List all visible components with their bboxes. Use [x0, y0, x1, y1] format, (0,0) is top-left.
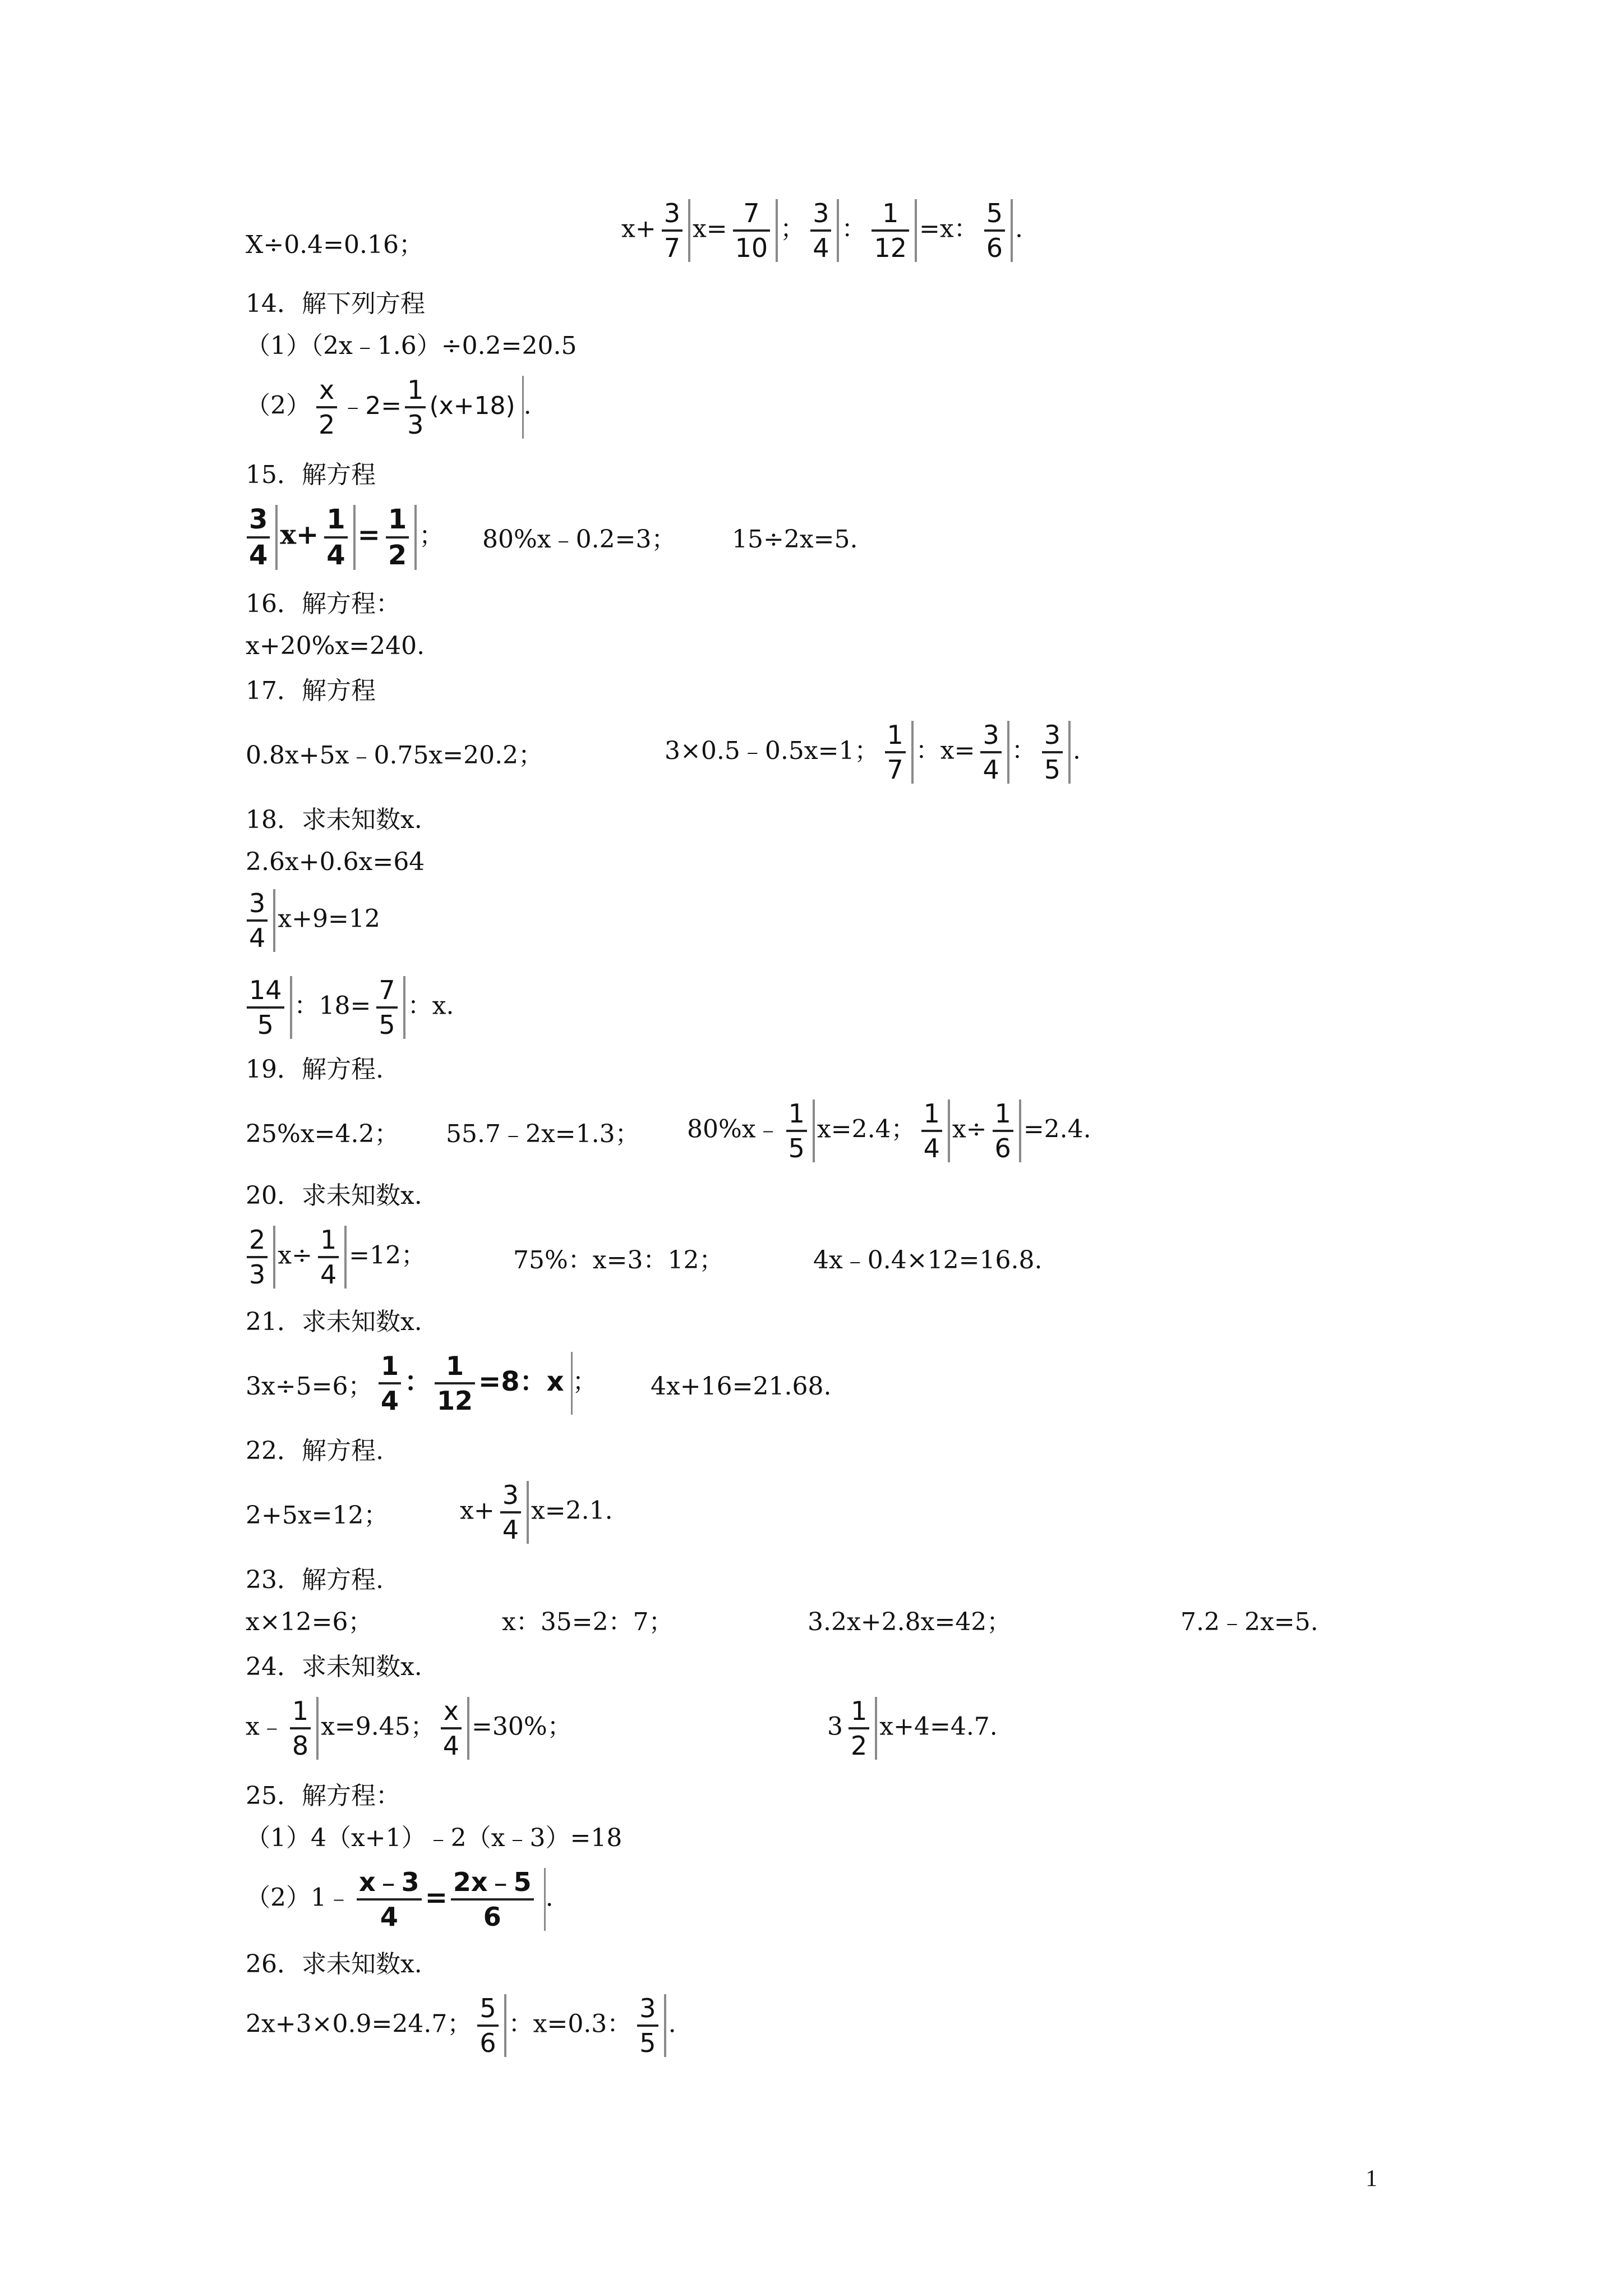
q19-title: 19．解方程. — [246, 1055, 384, 1084]
q18-eq-a: 2.6x+0.6x=64 — [246, 848, 425, 876]
q21-eq-a: 3x÷5=6； — [246, 1372, 373, 1401]
q22-title: 22．解方程. — [246, 1437, 384, 1465]
fraction-7-10: $\frac{7}{10}$ — [730, 199, 778, 262]
q15-eq-a: $\frac{3}{4}$ x+ $\frac{1}{4}$ = $\frac{1}{2}$ ； — [241, 505, 444, 570]
q19-eq-c: 80%x﹣ $\frac{1}{5}$ x=2.4； $\frac{1}{4}$ x÷ $\frac{1}{6}$ =2.4. — [687, 1098, 1091, 1163]
q14-part2: （2） $\frac{x}{2}$ ﹣2= $\frac{1}{3}$ (x+18) . — [246, 375, 532, 440]
q15-title: 15．解方程 — [246, 461, 376, 489]
fraction-5-6: $\frac{5}{6}$ — [981, 199, 1013, 262]
q25-part1: （1）4（x+1）﹣2（x﹣3）=18 — [246, 1824, 623, 1852]
q23-title: 23．解方程. — [246, 1566, 384, 1594]
q20-eq-b: 75%：x=3：12； — [513, 1246, 724, 1274]
q21-eq-c: 4x+16=21.68. — [651, 1372, 832, 1401]
q21-eq-b: $\frac{1}{4}$ ： $\frac{1}{12}$ =8：x ； — [373, 1352, 597, 1415]
q23-eq-c: 3.2x+2.8x=42； — [808, 1608, 1012, 1636]
q15-eq-b: 80%x﹣0.2=3； — [482, 525, 676, 554]
line-13-equations — [246, 222, 424, 259]
eq-x-div-0.4: X÷0.4=0.16； — [246, 231, 424, 259]
q19-eq-a: 25%x=4.2； — [246, 1120, 399, 1148]
q19-eq-b: 55.7﹣2x=1.3； — [446, 1120, 640, 1148]
line-13-equations-b: x+ $\frac{3}{7}$ x= $\frac{7}{10}$ ； $\frac{3}{4}$ ： $\frac{1}{12}$ =x： $\frac{5}{6}$ . — [621, 198, 1023, 263]
q20-eq-c: 4x﹣0.4×12=16.8. — [813, 1246, 1043, 1274]
q17-eq-a: 0.8x+5x﹣0.75x=20.2； — [246, 741, 543, 770]
q18-eq-b: $\frac{3}{4}$ x+9=12 — [241, 889, 380, 952]
fraction-1-12: $\frac{1}{12}$ — [868, 199, 917, 262]
q16-title: 16．解方程： — [246, 590, 400, 618]
q26-title: 26．求未知数x. — [246, 1950, 422, 1978]
q24-eq-c: 3 $\frac{1}{2}$ x+4=4.7. — [827, 1696, 998, 1761]
q22-eq-a: 2+5x=12； — [246, 1501, 389, 1530]
q23-eq-d: 7.2﹣2x=5. — [1181, 1608, 1318, 1636]
q24-title: 24．求未知数x. — [246, 1653, 422, 1681]
q14-part1: （1）（2x﹣1.6）÷0.2=20.5 — [246, 332, 577, 360]
q16-eq: x+20%x=240. — [246, 632, 425, 660]
q25-part2: （2）1﹣ $\frac{x﹣3}{4}$ = $\frac{2x﹣5}{6}$ . — [246, 1867, 554, 1932]
q21-equation-image: $\frac{1}{4}$ ： $\frac{1}{12}$ =8：x — [373, 1352, 573, 1415]
q21-title: 21．求未知数x. — [246, 1308, 422, 1336]
q14-title: 14．解下列方程 — [246, 289, 425, 318]
q23-eq-b: x：35=2：7； — [502, 1608, 674, 1636]
fraction-3-4: $\frac{3}{4}$ — [807, 199, 839, 262]
q18-eq-c: $\frac{14}{5}$ ：18= $\frac{7}{5}$ ：x. — [241, 976, 454, 1039]
page-number: 1 — [1366, 2166, 1377, 2192]
q20-title: 20．求未知数x. — [246, 1181, 422, 1210]
q20-eq-a: $\frac{2}{3}$ x÷ $\frac{1}{4}$ =12； — [241, 1226, 426, 1289]
q25-title: 25．解方程： — [246, 1782, 400, 1810]
q17-title: 17．解方程 — [246, 677, 376, 705]
q14-equation-image: $\frac{x}{2}$ ﹣2= $\frac{1}{3}$ (x+18) — [311, 376, 524, 439]
q18-title: 18．求未知数x. — [246, 806, 422, 834]
q17-eq-b: 3×0.5﹣0.5x=1； $\frac{1}{7}$ ：x= $\frac{3}{4}$ ： $\frac{3}{5}$ . — [665, 720, 1081, 785]
q22-eq-b: x+ $\frac{3}{4}$ x=2.1. — [460, 1480, 613, 1545]
q24-eq-a: x﹣ $\frac{1}{8}$ x=9.45； $\frac{x}{4}$ =30%； — [246, 1696, 572, 1761]
q25-equation-image: $\frac{x﹣3}{4}$ = $\frac{2x﹣5}{6}$ — [351, 1868, 546, 1931]
q15-eq-c: 15÷2x=5. — [732, 525, 858, 554]
q23-eq-a: x×12=6； — [246, 1608, 373, 1636]
fraction-3-7: $\frac{3}{7}$ — [658, 199, 690, 262]
q26-eq: 2x+3×0.9=24.7； $\frac{5}{6}$ ：x=0.3： $\frac{3}{5}$ . — [246, 1993, 676, 2058]
